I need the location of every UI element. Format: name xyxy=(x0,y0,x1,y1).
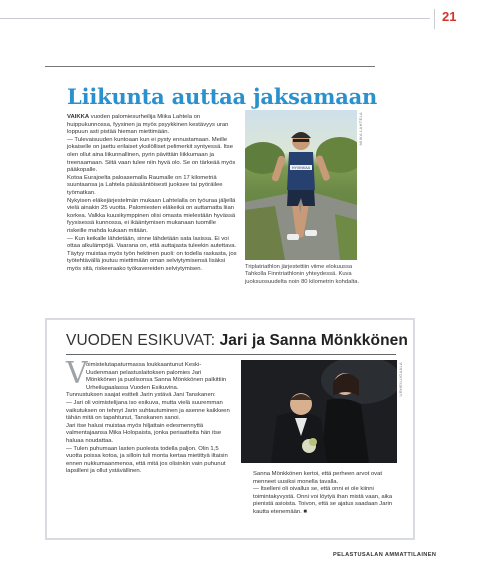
profile-body xyxy=(66,362,232,476)
article-paragraph: Kotoa Eurajoelta paloasemalla Raumalle on 17 kilometriä suuntaansa ja Lahtela pääsääntöisesti juoksee tai pyöräilee työmatkan. xyxy=(67,174,223,196)
profile-paragraph: — Itselleni oli oivallus se, että onni ei ole kiinni toimintakyvystä. Onni voi löytyä ihan mistä vaan, aika pienistä asioista. Toivon, että se ajatus saadaan Jarin kautta etenemään. ■ xyxy=(253,486,393,515)
profile-paragraph: Jari itse halusi muistaa myös hiljattain edesmennyttä valmentajaansa Mika Holopaista, jonka periaatteita hän itse haluaa noudattaa. xyxy=(66,422,222,444)
profile-paragraph: — Jari oli voimistelijana iso esikuva, mutta vielä suuremman vaikutuksen on tehnyt Jarin suhtautuminen ja asenne kaikkeen tähän mitä on tapahtunut, Tanskanen sanoi. xyxy=(66,399,230,422)
article-body xyxy=(67,114,237,273)
profile-title-names: Jari ja Sanna Mönkkönen xyxy=(219,332,408,349)
profile-body-right xyxy=(253,471,395,517)
profile-title-label: VUODEN ESIKUVAT: xyxy=(66,332,220,349)
profile-title xyxy=(66,332,408,350)
couple-illustration xyxy=(241,360,397,463)
profile-paragraph: — Tulen puhumaan lasten puolesta todella paljon. Olin 1,5 vuotta poissa kotoa, ja silloin tuli monta kertaa mietittyä iltaisin ennen nukkumaanmenoa, että mitä jos olisinkin vain puhunut lapsilleni ja ollut ystävällinen. xyxy=(66,445,228,475)
runner-photo xyxy=(245,110,357,260)
drop-cap: V xyxy=(66,356,88,391)
photo-caption: Triplatriathlon järjestettiin viime elokuussa Tahkolla Finntriathlonin yhteydessä. Kuva juoksuosuudelta noin 80 kilometrin kohdalta. xyxy=(245,264,360,285)
photo-credit: URHEILUGAALA xyxy=(398,362,403,397)
runner-bib-text: HYVINKAA xyxy=(291,166,311,170)
page-number: 21 xyxy=(442,9,457,24)
article-paragraph: VAIKKA vuoden palomiesurheilija Miika Lahtela on huippukunnossa, fyysinen ja myös psyykkinen kestävyys uran loppuun asti pistää hieman miettimään. xyxy=(67,114,229,136)
profile-paragraph: oimistelutapaturmassa loukkaantunut Keski-Uudenmaan pelastuslaitoksen palomies Jari Mönkkönen ja puolisonsa Sanna Mönkkönen palkittiin Urheilugaalassa Vuoden Esikuvina. xyxy=(86,362,227,391)
photo-credit: MIIKA LAHTELA xyxy=(358,112,363,146)
profile-title-rule xyxy=(66,354,396,355)
publication-name: PELASTUSALAN AMMATTILAINEN xyxy=(333,552,437,558)
article-paragraph: — Tulevaisuuden kuntoaan kun ei pysty ennustamaan. Meille jokaiselle on jaettu erilaiset yksilölliset pelimerkit syntyessä. Itse olen ollut aina liikunnallinen, pyrin pävittäin liikkumaan ja treenaamaan. Siitä vaan tulee niin hyvä olo. Se on tärkeää myös pääkopalle. xyxy=(67,136,236,174)
article-lead-word: VAIKKA xyxy=(67,114,90,120)
profile-paragraph: Tunnustuksen saajat esitteli Jarin ystävä Jani Tanskanen: xyxy=(66,392,216,399)
header-rule xyxy=(0,18,430,19)
article-title: Liikunta auttaa jaksamaan xyxy=(67,84,378,109)
runner-illustration xyxy=(245,110,357,260)
article-top-rule xyxy=(45,66,375,67)
article-paragraph: — Kun keikalle lähdetään, sinne lähdetään sata lasissa. Ei voi ottaa alkulämpöjä. Vaarana on, että auttajasta tuleekin autettava. Täytyy muistaa myös työn hektinen puoli: on todella raskasta, jos työtehtävällä joutuu miettimään oman selviytymisensä lisäksi myös sitä, riskeeraako työkavereiden selviytymisen. xyxy=(67,235,237,272)
couple-photo xyxy=(241,360,397,463)
page-number-divider xyxy=(434,9,435,29)
profile-paragraph: Sanna Mönkkönen kertoi, että perheen arvot ovat menneet uusiksi monella tavalla. xyxy=(253,471,383,485)
article-paragraph: Nykyisen eläkejärjestelmän mukaan Lahtelalla on työuraa jäljellä vielä ainakin 25 vuotta. Palomiesten eläkeikä on auttamatta liian korkea. Valkka kuusikymppinen olisi omasta mielestään hyvässä fyysisessä kunnossa, ei ikääntymisen mukanaan tuomille riskeille mahda kukaan mitään. xyxy=(67,197,236,234)
